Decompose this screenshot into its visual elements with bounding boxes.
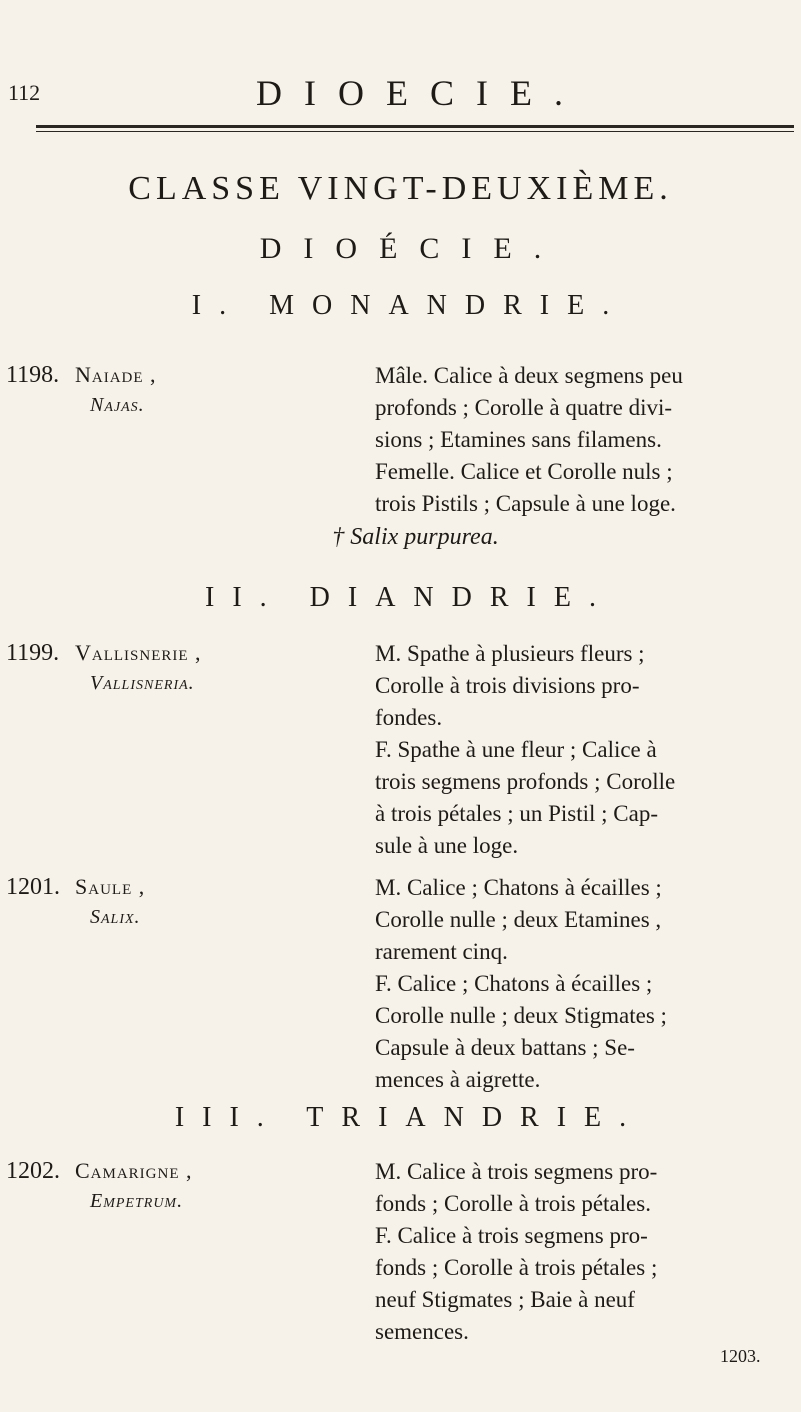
genus-latin-name: Najas. — [90, 394, 145, 416]
genus-french-name: Naiade , — [75, 362, 157, 387]
genus-number: 1198. — [6, 362, 60, 388]
header-rule — [36, 125, 794, 128]
running-title: DIOECIE. — [256, 73, 585, 113]
header-rule-thin — [36, 131, 794, 132]
description-line: M. Spathe à plusieurs fleurs ; — [375, 641, 645, 666]
description-line: Mâle. Calice à deux segmens peu — [375, 363, 683, 388]
description-line: profonds ; Corolle à quatre divi- — [375, 395, 673, 420]
salix-note: † Salix purpurea. — [332, 524, 499, 550]
description-line: rarement cinq. — [375, 939, 508, 964]
description-line: Corolle nulle ; deux Etamines , — [375, 907, 662, 932]
description-line: sions ; Etamines sans filamens. — [375, 427, 662, 452]
genus-latin-name: Empetrum. — [90, 1190, 184, 1212]
description-line: Corolle nulle ; deux Stigmates ; — [375, 1003, 667, 1028]
section-heading-monandrie: I. MONANDRIE. — [191, 290, 628, 321]
genus-french-name: Vallisnerie , — [75, 640, 202, 665]
genus-number: 1202. — [6, 1158, 60, 1184]
description-line: F. Calice ; Chatons à écailles ; — [375, 971, 653, 996]
description-line: sule à une loge. — [375, 833, 519, 858]
genus-description — [375, 360, 785, 520]
genus-french-name: Saule , — [75, 874, 146, 899]
genus-description — [375, 638, 785, 862]
genus-number: 1199. — [6, 640, 60, 666]
order-title: DIOÉCIE. — [259, 232, 564, 265]
description-line: M. Calice à trois segmens pro- — [375, 1159, 658, 1184]
description-line: Femelle. Calice et Corolle nuls ; — [375, 459, 673, 484]
page-number: 112 — [8, 80, 41, 105]
genus-description — [375, 872, 785, 1096]
genus-latin-name: Salix. — [90, 906, 141, 928]
description-line: trois Pistils ; Capsule à une loge. — [375, 491, 676, 516]
description-line: mences à aigrette. — [375, 1067, 541, 1092]
description-line: semences. — [375, 1319, 469, 1344]
section-heading-triandrie: III. TRIANDRIE. — [174, 1102, 645, 1133]
description-line: fonds ; Corolle à trois pétales ; — [375, 1255, 658, 1280]
description-line: Corolle à trois divisions pro- — [375, 673, 640, 698]
description-line: fondes. — [375, 705, 443, 730]
description-line: F. Spathe à une fleur ; Calice à — [375, 737, 657, 762]
genus-description — [375, 1156, 785, 1348]
description-line: Capsule à deux battans ; Se- — [375, 1035, 635, 1060]
genus-latin-name: Vallisneria. — [90, 672, 195, 694]
description-line: F. Calice à trois segmens pro- — [375, 1223, 648, 1248]
description-line: fonds ; Corolle à trois pétales. — [375, 1191, 651, 1216]
section-heading-diandrie: II. DIANDRIE. — [205, 582, 614, 613]
genus-number: 1201. — [6, 874, 60, 900]
catchword: 1203. — [720, 1346, 761, 1366]
genus-french-name: Camarigne , — [75, 1158, 193, 1183]
class-title: CLASSE VINGT-DEUXIÈME. — [128, 170, 673, 207]
description-line: neuf Stigmates ; Baie à neuf — [375, 1287, 635, 1312]
description-line: trois segmens profonds ; Corolle — [375, 769, 676, 794]
description-line: M. Calice ; Chatons à écailles ; — [375, 875, 662, 900]
description-line: à trois pétales ; un Pistil ; Cap- — [375, 801, 658, 826]
